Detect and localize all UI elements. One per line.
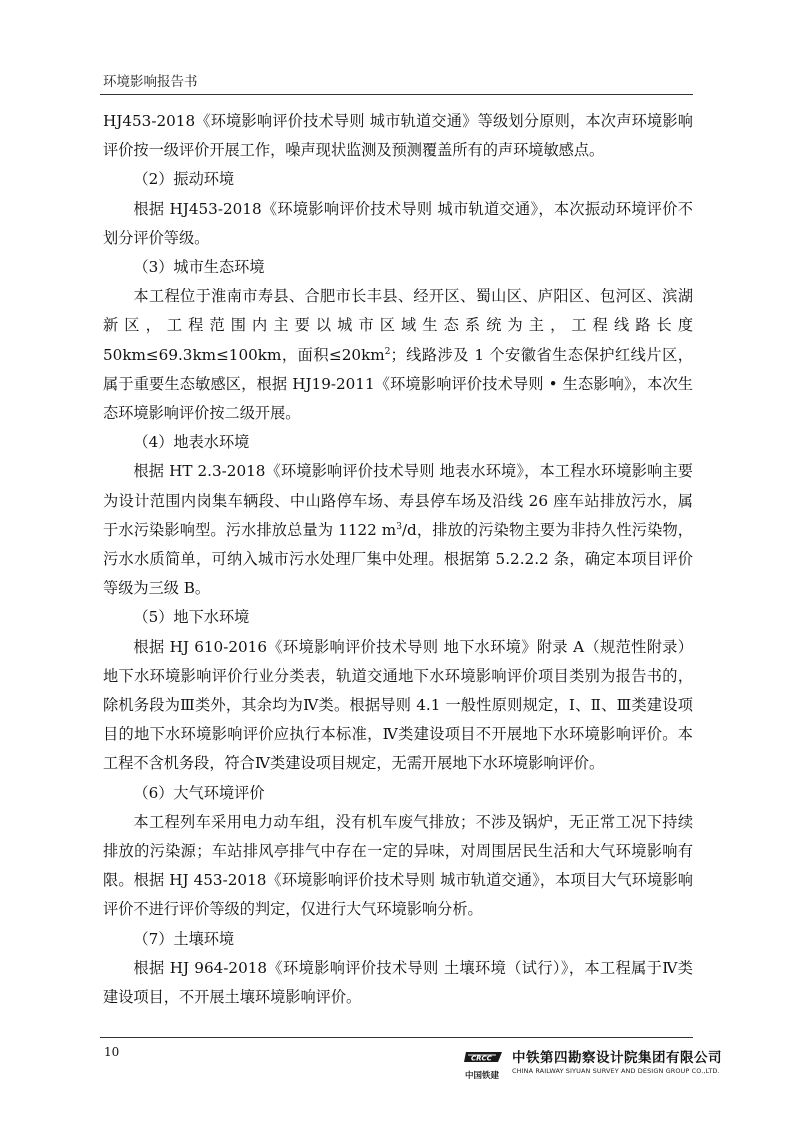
paragraph-surface-water: 根据 HT 2.3-2018《环境影响评价技术导则 地表水环境》，本工程水环境影响主要为设计范围内岗集车辆段、中山路停车场、寿县停车场及沿线 26 座车站排放污水，属于水污染影响型。污水排放总量为 1122 $m^3/d$，排放的污染物主要为非持久性污染物，污水水质简单，可纳入城市污水处理厂集中处理。根据第 5.2.2.2 条，确定本项目评价等级为三级 B。: [103, 462, 693, 598]
superscript: 2: [384, 346, 391, 357]
superscript: 3: [396, 521, 402, 532]
page-header-title: 环境影响报告书: [103, 74, 198, 90]
paragraph-ecology: 本工程位于淮南市寿县、合肥市长丰县、经开区、蜀山区、庐阳区、包河区、滨湖新区，工程范围内主要以城市区域生态系统为主，工程线路长度 50km≤69.3km≤100km，面积$\le 20km^2$；线路涉及 1 个安徽省生态保护红线片区，属于重要生态敏感区，根据 HJ19-2011《环境影响评价技术导则 • 生态影响》，本次生态环境影响评价按二级开展。: [103, 287, 693, 423]
paragraph-atmosphere: 本工程列车采用电力动车组，没有机车废气排放；不涉及锅炉，无正常工况下持续排放的污染源；车站排风亭排气中存在一定的异味，对周围居民生活和大气环境影响有限。根据 HJ 453-2018《环境影响评价技术导则 城市轨道交通》，本项目大气环境影响评价不进行评价等级的判定，仅进行大气环境影响分析。: [103, 812, 693, 919]
svg-text:CRCC: CRCC: [471, 1054, 492, 1063]
heading-soil: （7）土壤环境: [133, 929, 235, 948]
paragraph-groundwater: 根据 HJ 610-2016《环境影响评价技术导则 地下水环境》附录 A（规范性附录）地下水环境影响评价行业分类表，轨道交通地下水环境影响评价项目类别为报告书的，除机务段为Ⅲ类外，其余均为Ⅳ类。根据导则 4.1 一般性原则规定，Ⅰ、Ⅱ、Ⅲ类建设项目的地下水环境影响评价应执行本标准，Ⅳ类建设项目不开展地下水环境影响评价。本工程不含机务段，符合Ⅳ类建设项目规定，无需开展地下水环境影响评价。: [103, 637, 693, 773]
paragraph-soil: 根据 HJ 964-2018《环境影响评价技术导则 土壤环境（试行）》，本工程属于Ⅳ类建设项目，不开展土壤环境影响评价。: [103, 958, 693, 1007]
paragraph-vibration: 根据 HJ453-2018《环境影响评价技术导则 城市轨道交通》，本次振动环境评价不划分评价等级。: [103, 199, 693, 247]
company-name-cn: 中铁第四勘察设计院集团有限公司: [512, 1050, 722, 1066]
heading-surface-water: （4）地表水环境: [133, 433, 250, 452]
company-name-en: CHINA RAILWAY SIYUAN SURVEY AND DESIGN GROUP CO.,LTD.: [512, 1067, 720, 1075]
svg-text:中国铁建: 中国铁建: [465, 1071, 500, 1081]
heading-atmosphere: （6）大气环境评价: [133, 783, 265, 802]
heading-vibration: （2）振动环境: [133, 170, 235, 189]
company-logo: [462, 1044, 722, 1084]
header-divider: [100, 94, 693, 95]
document-body: [103, 107, 693, 1012]
paragraph-noise-grading: HJ453-2018《环境影响评价技术导则 城市轨道交通》等级划分原则，本次声环境影响评价按一级评价开展工作，噪声现状监测及预测覆盖所有的声环境敏感点。: [103, 112, 693, 160]
heading-ecology: （3）城市生态环境: [133, 258, 265, 277]
heading-groundwater: （5）地下水环境: [133, 608, 250, 627]
page-number: 10: [104, 1045, 120, 1059]
footer-divider: [100, 1037, 693, 1038]
crcc-logo-icon: [462, 1044, 506, 1084]
